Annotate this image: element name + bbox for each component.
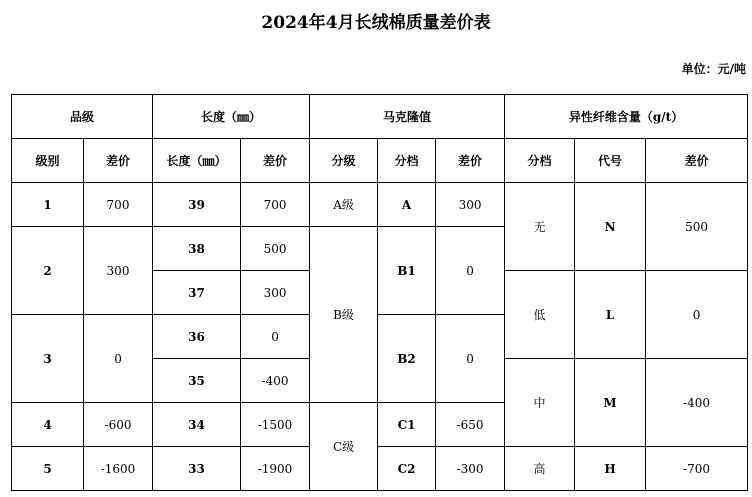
- mic-band-cell: C2: [378, 447, 436, 491]
- mic-band-cell: B1: [378, 227, 436, 315]
- mic-class-cell: C级: [310, 403, 378, 491]
- length-diff-cell: 500: [241, 227, 310, 271]
- col-header-grade-diff: 差价: [84, 139, 153, 183]
- col-header-length-diff: 差价: [241, 139, 310, 183]
- group-header-micronaire: 马克隆值: [310, 95, 505, 139]
- grade-level-cell: 4: [12, 403, 84, 447]
- ff-diff-cell: -400: [646, 359, 748, 447]
- length-diff-cell: -1900: [241, 447, 310, 491]
- mic-band-cell: C1: [378, 403, 436, 447]
- mic-class-cell: A级: [310, 183, 378, 227]
- length-diff-cell: 700: [241, 183, 310, 227]
- col-header-mic-class: 分级: [310, 139, 378, 183]
- grade-diff-cell: 0: [84, 315, 153, 403]
- table-row: [12, 183, 748, 227]
- grade-level-cell: 1: [12, 183, 84, 227]
- ff-band-cell: 低: [505, 271, 575, 359]
- grade-level-cell: 2: [12, 227, 84, 315]
- mic-band-cell: A: [378, 183, 436, 227]
- group-header-length: 长度（㎜）: [153, 95, 310, 139]
- length-diff-cell: 300: [241, 271, 310, 315]
- grade-diff-cell: 300: [84, 227, 153, 315]
- group-header-row: [12, 95, 748, 139]
- grade-diff-cell: 700: [84, 183, 153, 227]
- ff-code-cell: N: [575, 183, 646, 271]
- ff-diff-cell: 0: [646, 271, 748, 359]
- length-value-cell: 39: [153, 183, 241, 227]
- grade-diff-cell: -1600: [84, 447, 153, 491]
- ff-band-cell: 高: [505, 447, 575, 491]
- group-header-foreign-fiber: 异性纤维含量（g/t）: [505, 95, 748, 139]
- length-value-cell: 38: [153, 227, 241, 271]
- length-value-cell: 36: [153, 315, 241, 359]
- col-header-mic-diff: 差价: [436, 139, 505, 183]
- ff-band-cell: 中: [505, 359, 575, 447]
- mic-class-cell: B级: [310, 227, 378, 403]
- col-header-length-value: 长度（㎜）: [153, 139, 241, 183]
- unit-label: 单位：元/吨: [681, 62, 746, 76]
- grade-level-cell: 5: [12, 447, 84, 491]
- mic-band-cell: B2: [378, 315, 436, 403]
- column-header-row: [12, 139, 748, 183]
- mic-diff-cell: 300: [436, 183, 505, 227]
- length-diff-cell: 0: [241, 315, 310, 359]
- mic-diff-cell: 0: [436, 315, 505, 403]
- length-value-cell: 35: [153, 359, 241, 403]
- ff-diff-cell: -700: [646, 447, 748, 491]
- length-diff-cell: -400: [241, 359, 310, 403]
- col-header-ff-band: 分档: [505, 139, 575, 183]
- page-title: 2024年4月长绒棉质量差价表: [261, 13, 491, 33]
- length-value-cell: 37: [153, 271, 241, 315]
- mic-diff-cell: 0: [436, 227, 505, 315]
- group-header-grade: 品级: [12, 95, 153, 139]
- mic-diff-cell: -650: [436, 403, 505, 447]
- length-diff-cell: -1500: [241, 403, 310, 447]
- grade-diff-cell: -600: [84, 403, 153, 447]
- ff-code-cell: M: [575, 359, 646, 447]
- mic-diff-cell: -300: [436, 447, 505, 491]
- col-header-grade-level: 级别: [12, 139, 84, 183]
- col-header-ff-code: 代号: [575, 139, 646, 183]
- table-row: [12, 447, 748, 491]
- col-header-ff-diff: 差价: [646, 139, 748, 183]
- length-value-cell: 33: [153, 447, 241, 491]
- col-header-mic-band: 分档: [378, 139, 436, 183]
- ff-code-cell: H: [575, 447, 646, 491]
- grade-level-cell: 3: [12, 315, 84, 403]
- ff-diff-cell: 500: [646, 183, 748, 271]
- ff-band-cell: 无: [505, 183, 575, 271]
- price-difference-table: [11, 94, 748, 491]
- ff-code-cell: L: [575, 271, 646, 359]
- length-value-cell: 34: [153, 403, 241, 447]
